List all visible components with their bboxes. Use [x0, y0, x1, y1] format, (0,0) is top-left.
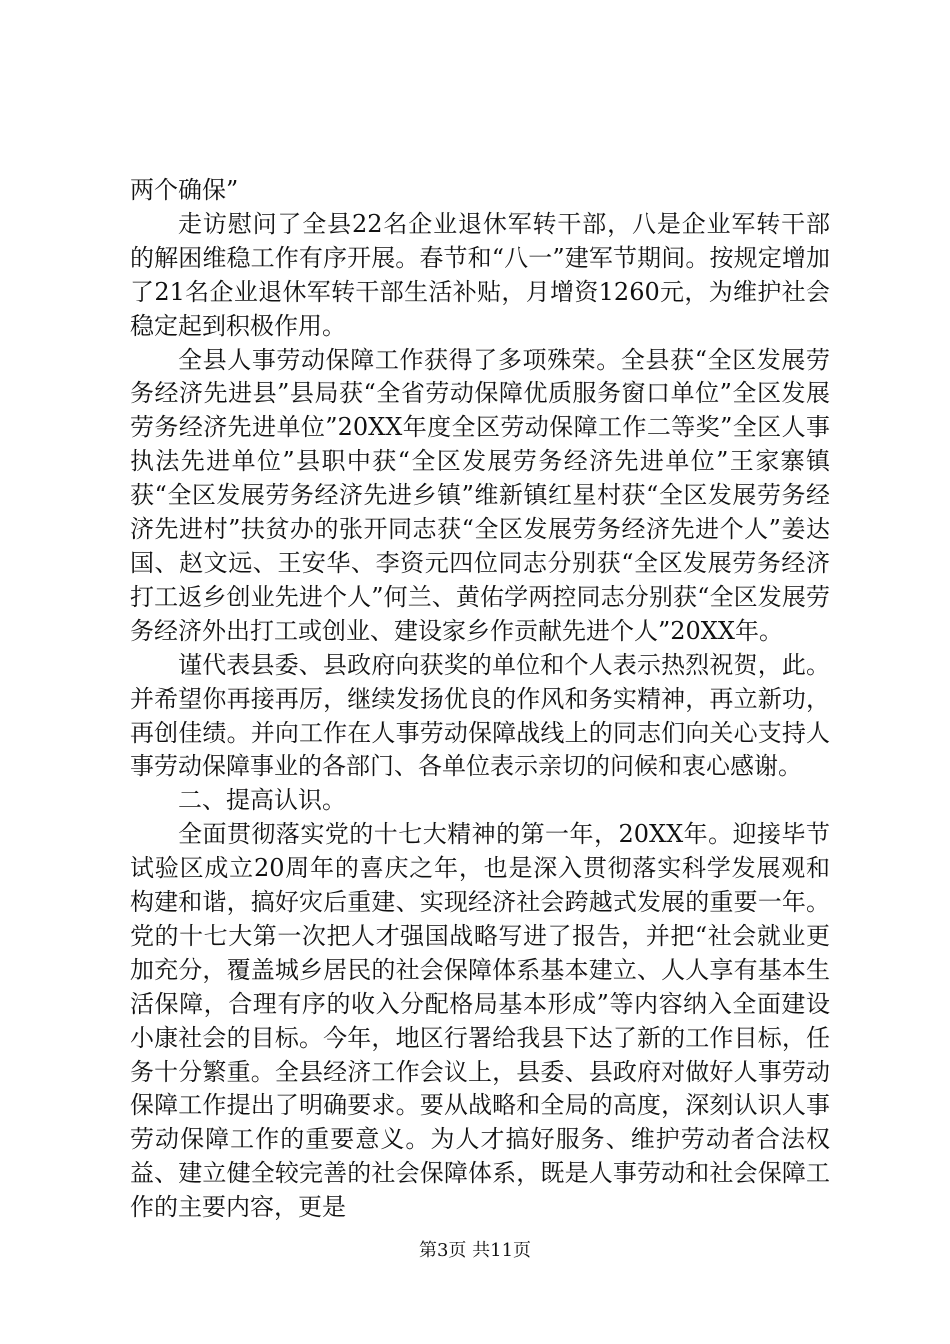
paragraph-congratulations: 谨代表县委、县政府向获奖的单位和个人表示热烈祝贺，此。并希望你再接再厉，继续发扬优良的作风和务实精神，再立新功，再创佳绩。并向工作在人事劳动保障战线上的同志们向关心支持人事劳动保障事业的各部门、各单位表示亲切的问候和衷心感谢。 — [130, 650, 830, 781]
paragraph-continuation: 两个确保” — [130, 176, 239, 204]
section-heading: 二、提高认识。 — [178, 786, 346, 815]
paragraph-awareness: 全面贯彻落实党的十七大精神的第一年，20XX年。迎接毕节试验区成立20周年的喜庆之年，也是深入贯彻落实科学发展观和构建和谐，搞好灾后重建、实现经济社会跨越式发展的重要一年。党的十七大第一次把人才强国战略写进了报告，并把“社会就业更加充分，覆盖城乡居民的社会保障体系基本建立、人人享有基本生活保障，合理有序的收入分配格局基本形成”等内容纳入全面建设小康社会的目标。今年，地区行署给我县下达了新的工作目标，任务十分繁重。全县经济工作会议上，县委、县政府对做好人事劳动保障工作提出了明确要求。要从战略和全局的高度，深刻认识人事劳动保障工作的重要意义。为人才搞好服务、维护劳动者合法权益、建立健全较完善的社会保障体系，既是人事劳动和社会保障工作的主要内容，更是 — [130, 820, 830, 1222]
page-footer: 第3页 共11页 — [418, 1240, 532, 1261]
paragraph-veteran-cadres: 走访慰问了全县22名企业退休军转干部，八是企业军转干部的解困维稳工作有序开展。春节和“八一”建军节期间。按规定增加了21名企业退休军转干部生活补贴，月增资1260元，为维护社会稳定起到积极作用。 — [130, 209, 830, 340]
document-body — [130, 174, 830, 1225]
paragraph-honors: 全县人事劳动保障工作获得了多项殊荣。全县获“全区发展劳务经济先进县”县局获“全省劳动保障优质服务窗口单位”全区发展劳务经济先进单位”20XX年度全区劳动保障工作二等奖”全区人事执法先进单位”县职中获“全区发展劳务经济先进单位”王家寨镇获“全区发展劳务经济先进乡镇”维新镇红星村获“全区发展劳务经济先进村”扶贫办的张开同志获“全区发展劳务经济先进个人”姜达国、赵文远、王安华、李资元四位同志分别获“全区发展劳务经济打工返乡创业先进个人”何兰、黄佑学两控同志分别获“全区发展劳务经济外出打工或创业、建设家乡作贡献先进个人”20XX年。 — [130, 345, 830, 645]
